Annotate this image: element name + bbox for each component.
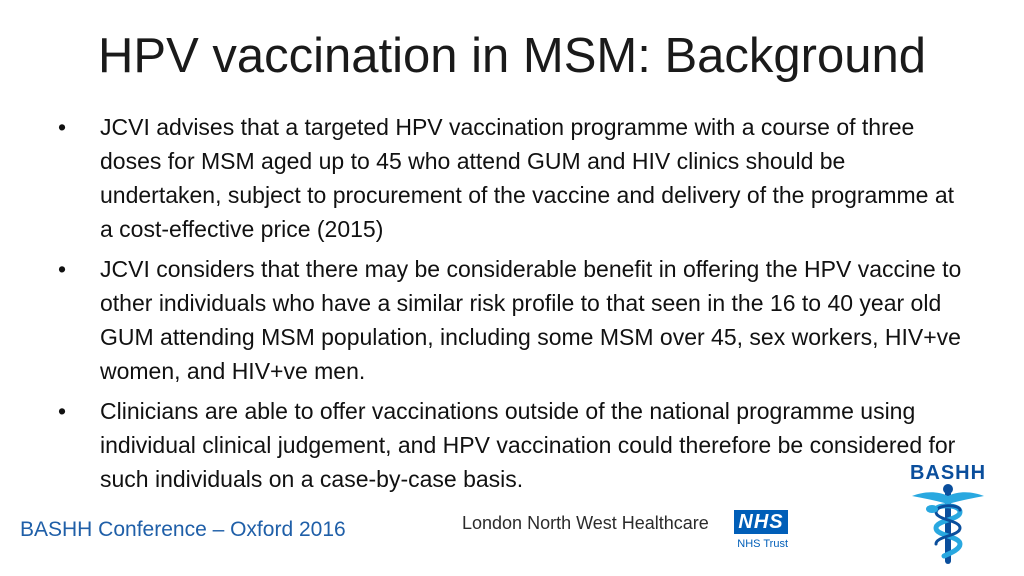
nhs-trust-label: NHS Trust xyxy=(737,538,788,550)
bullet-item xyxy=(58,252,968,388)
trust-name: London North West Healthcare xyxy=(462,513,709,533)
bashh-logo xyxy=(900,462,996,568)
caduceus-icon xyxy=(908,484,988,566)
bullet-marker: • xyxy=(58,398,67,424)
bashh-logo-text: BASHH xyxy=(909,462,987,484)
conference-footer: BASHH Conference – Oxford 2016 xyxy=(20,518,346,541)
bullet-item xyxy=(58,394,968,496)
nhs-logo-badge: NHS xyxy=(734,510,788,534)
slide-title: HPV vaccination in MSM: Background xyxy=(98,29,926,83)
trust-logo xyxy=(462,510,792,556)
bullet-marker: • xyxy=(58,256,67,282)
bullet-text: JCVI advises that a targeted HPV vaccination programme with a course of three doses for MSM aged up to 45 who attend GUM and HIV clinics should be undertaken, subject to procurement of the vaccine and delivery of the programme at a cost-effective price (2015) xyxy=(100,114,955,242)
bullet-marker: • xyxy=(58,114,67,140)
bullet-list xyxy=(58,110,968,502)
bullet-text: Clinicians are able to offer vaccinations outside of the national programme using individual clinical judgement, and HPV vaccination could therefore be considered for such individuals on a case-by-case basis. xyxy=(100,398,956,492)
bullet-text: JCVI considers that there may be considerable benefit in offering the HPV vaccine to other individuals who have a similar risk profile to that seen in the 16 to 40 year old GUM attending MSM population, including some MSM over 45, sex workers, HIV+ve women, and HIV+ve men. xyxy=(100,256,962,384)
bullet-item xyxy=(58,110,968,246)
